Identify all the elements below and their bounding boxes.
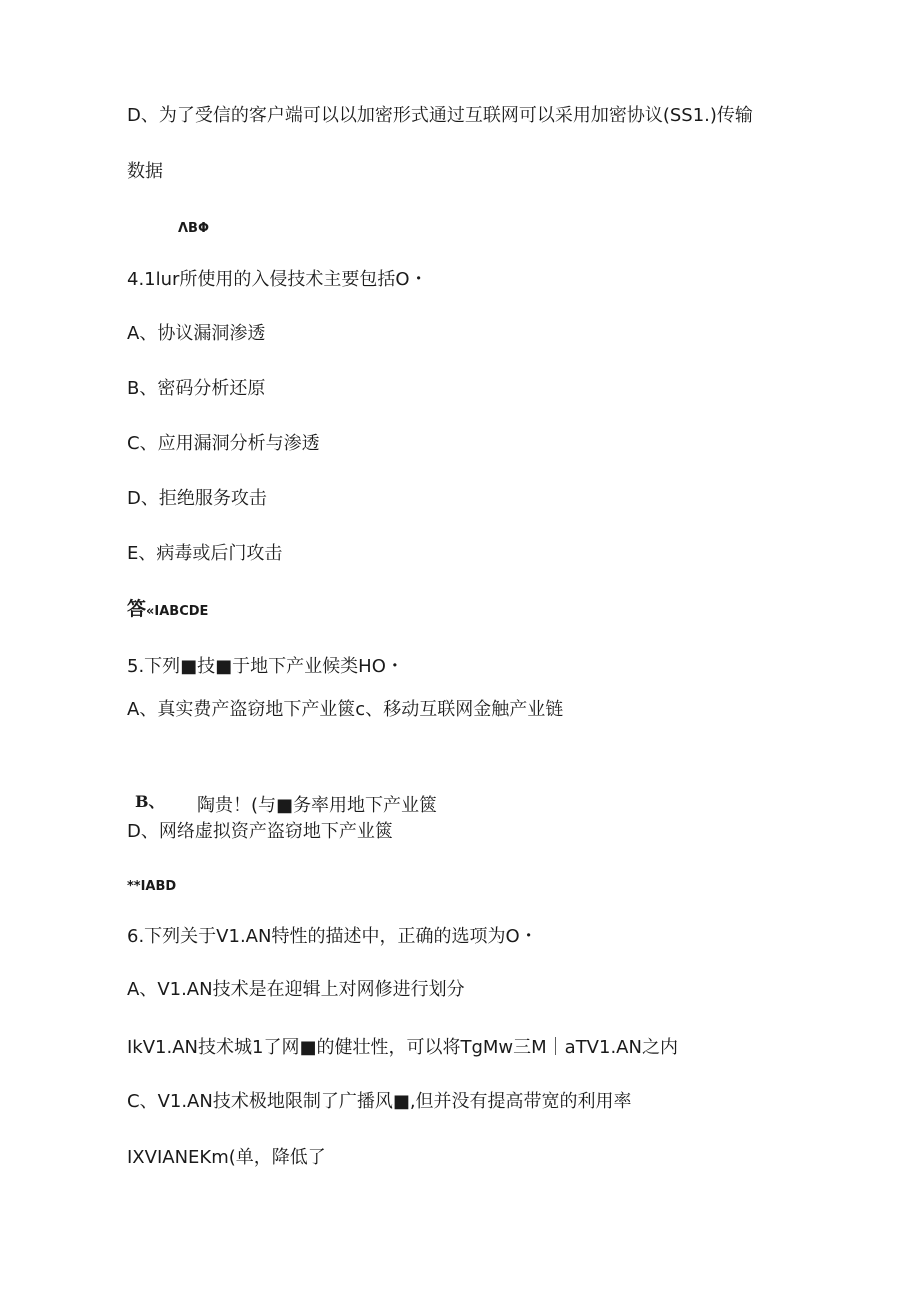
q6-option-d [127, 1146, 326, 1170]
answer-q5: **IABD [127, 879, 177, 894]
q4-option-d: D、拒绝服务攻击 [127, 488, 267, 509]
q5-option-a-c: A、真实费产盗窃地下产业篋c、移动互联网金触产业链 [127, 699, 564, 720]
q4-option-b: B、密码分析还原 [127, 378, 266, 399]
question-4-title: 4.1lur所使用的入侵技术主要包括O・ [127, 269, 428, 290]
question-6-title: 6.下列关于V1.AN特性的描述中，正确的选项为O・ [127, 926, 538, 947]
q6-option-d-lead: IXV [127, 1147, 157, 1168]
q6-option-c: C、V1.AN技术极地限制了广播风■,但并没有提高带宽的利用率 [127, 1091, 632, 1112]
answer-q4-lead: 答 [127, 598, 147, 620]
question-5-title: 5.下列■技■于地下产业候类HO・ [127, 656, 404, 677]
q5-option-b-text: 陶贵！(与■务率用地下产业篋 [197, 795, 438, 816]
q5-option-b-mark: B、 [135, 792, 165, 811]
answer-q4-tail: «IABCDE [146, 604, 209, 619]
q6-option-d-rest: IANEKm(单，降低了 [156, 1147, 326, 1168]
q4-option-e: E、病毒或后门攻击 [127, 543, 283, 564]
option-d-line-2: 数据 [127, 161, 163, 182]
answer-q4 [127, 597, 208, 624]
q6-option-b: IkV1.AN技术城1了网■的健壮性，可以将TgMw三M｜aTV1.AN之内 [127, 1037, 678, 1058]
q5-option-d: D、网络虚拟资产盗窃地下产业篋 [127, 821, 393, 842]
option-d-line-1: D、为了受信的客户端可以以加密形式通过互联网可以采用加密协议(SS1.)传输 [127, 105, 753, 126]
q6-option-a: A、V1.AN技术是在迎辑上对网修进行划分 [127, 979, 465, 1000]
q4-option-a: A、协议漏洞渗透 [127, 323, 266, 344]
answer-q3: ΛBΦ [178, 221, 210, 236]
q4-option-c: C、应用漏洞分析与渗透 [127, 433, 320, 454]
